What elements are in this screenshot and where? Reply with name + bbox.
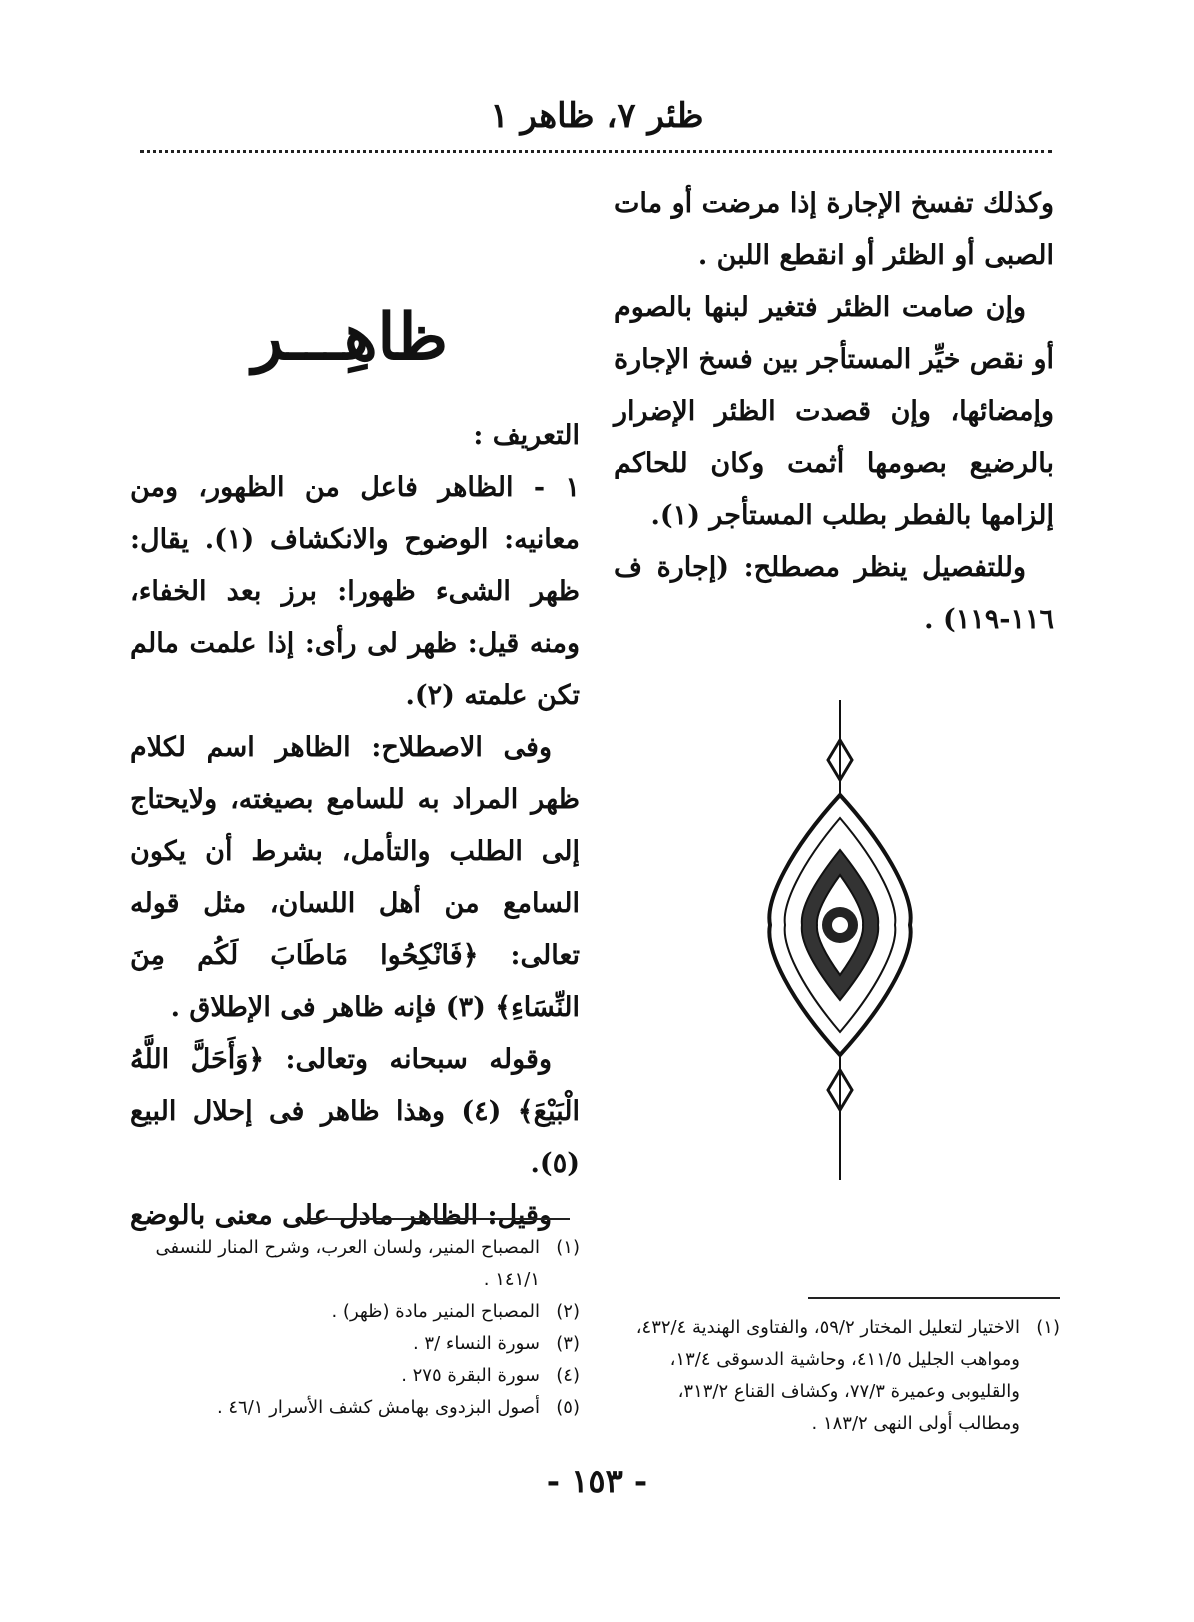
- footnote-text: سورة النساء /٣ .: [412, 1333, 540, 1354]
- running-header: ظئر ٧، ظاهر ١: [490, 96, 704, 136]
- footnote-number: (١): [556, 1237, 580, 1258]
- paragraph: وكذلك تفسخ الإجارة إذا مرضت أو مات الصبى أو الظئر أو انقطع اللبن .: [614, 188, 1054, 271]
- paragraph: وقيل: الظاهر مادل على معنى بالوضع: [130, 1200, 552, 1231]
- footnote-text: المصباح المنير مادة (ظهر) .: [331, 1301, 540, 1322]
- footnote-text: المصباح المنير، ولسان العرب، وشرح المنار للنسفى ١٤١/١ .: [155, 1237, 540, 1290]
- footnotes-right: [620, 1312, 1060, 1440]
- footnote-separator: [808, 1297, 1060, 1299]
- footnote-item: [130, 1360, 580, 1392]
- footnote-number: (٤): [556, 1365, 580, 1386]
- paragraph: وفى الاصطلاح: الظاهر اسم لكلام ظهر المراد به للسامع بصيغته، ولايحتاج إلى الطلب والتأمل، بشرط أن يكون السامع من أهل اللسان، مثل قوله تعالى: ﴿فَانْكِحُوا مَاطَابَ لَكُم مِنَ النِّسَاءِ﴾ (٣) فإنه ظاهر فى الإطلاق .: [130, 732, 580, 1023]
- footnote-number: (٣): [556, 1333, 580, 1354]
- footnote-text: أصول البزدوى بهامش كشف الأسرار ٤٦/١ .: [216, 1397, 540, 1418]
- footnote-item: [130, 1392, 580, 1424]
- entry-title: ظاهِـــر: [252, 300, 448, 375]
- footnote-number: (٥): [556, 1397, 580, 1418]
- right-column: [614, 178, 1054, 646]
- paragraph: وإن صامت الظئر فتغير لبنها بالصوم أو نقص خيِّر المستأجر بين فسخ الإجارة وإمضائها، وإن قصدت الظئر الإضرار بالرضيع بصومها أثمت وكان للحاكم إلزامها بالفطر بطلب المستأجر (١).: [614, 292, 1054, 531]
- footnote-item: [620, 1312, 1060, 1440]
- section-heading: التعريف :: [473, 420, 580, 451]
- paragraph: وللتفصيل ينظر مصطلح: (إجارة ف ١١٦-١١٩) .: [614, 552, 1054, 635]
- header-dotted-rule: [140, 150, 1052, 153]
- page-number: - ١٥٣ -: [546, 1462, 648, 1500]
- paragraph: ١ - الظاهر فاعل من الظهور، ومن معانيه: الوضوح والانكشاف (١). يقال: ظهر الشىء ظهورا: برز بعد الخفاء، ومنه قيل: ظهر لى رأى: إذا علمت مالم تكن علمته (٢).: [130, 472, 580, 711]
- footnote-number: (٢): [556, 1301, 580, 1322]
- footnote-text: سورة البقرة ٢٧٥ .: [401, 1365, 540, 1386]
- footnote-separator: [307, 1218, 570, 1220]
- left-column: [130, 410, 580, 1242]
- footnote-number: (١): [1036, 1317, 1060, 1338]
- footnotes-left: [130, 1232, 580, 1424]
- footnote-item: [130, 1232, 580, 1296]
- footnote-text: الاختيار لتعليل المختار ٥٩/٢، والفتاوى الهندية ٤٣٢/٤، ومواهب الجليل ٤١١/٥، وحاشية الدسوقى ١٣/٤، والقليوبى وعميرة ٧٧/٣، وكشاف القناع ٣١٣/٢، ومطالب أولى النهى ١٨٣/٢ .: [635, 1317, 1020, 1434]
- paragraph: وقوله سبحانه وتعالى: ﴿وَأَحَلَّ اللَّهُ الْبَيْعَ﴾ (٤) وهذا ظاهر فى إحلال البيع (٥).: [130, 1044, 580, 1179]
- footnote-item: [130, 1296, 580, 1328]
- arabesque-ornament: [760, 700, 920, 1180]
- footnote-item: [130, 1328, 580, 1360]
